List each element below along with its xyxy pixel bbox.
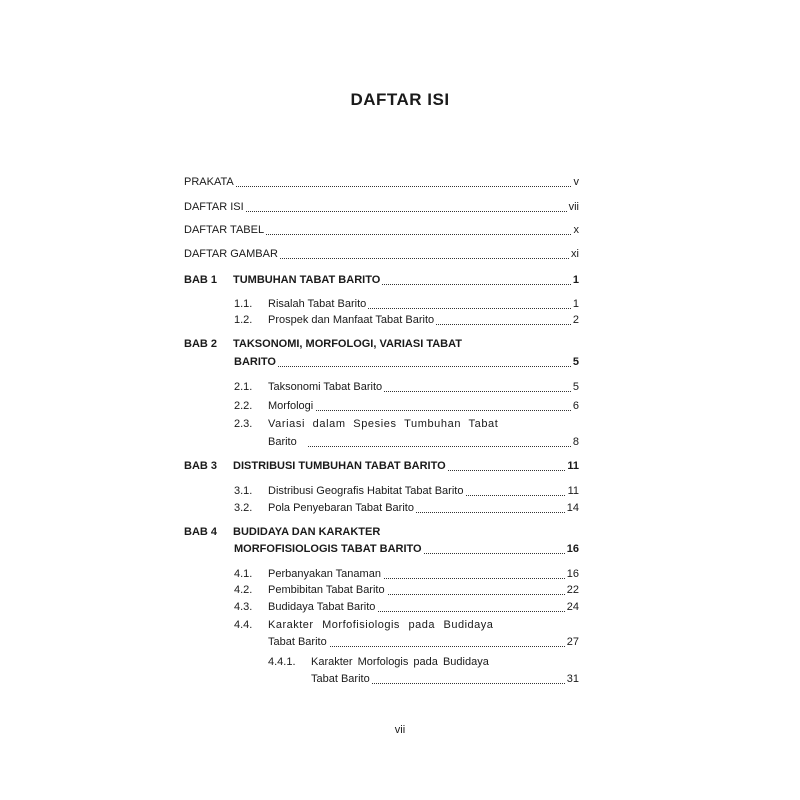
toc-chapter-bab-2-line1[interactable]: BAB 2 TAKSONOMI, MORFOLOGI, VARIASI TABAT <box>184 338 462 350</box>
toc-section-1-2[interactable]: 1.2. Prospek dan Manfaat Tabat Barito 2 <box>234 314 579 326</box>
toc-section-4-3[interactable]: 4.3. Budidaya Tabat Barito 24 <box>234 601 579 613</box>
toc-entry-daftar-gambar[interactable]: DAFTAR GAMBAR xi <box>184 248 579 260</box>
toc-chapter-bab-2-line2[interactable]: BARITO 5 <box>234 356 579 368</box>
toc-chapter-bab-1[interactable]: BAB 1 TUMBUHAN TABAT BARITO 1 <box>184 274 579 286</box>
toc-section-2-1[interactable]: 2.1. Taksonomi Tabat Barito 5 <box>234 381 579 393</box>
toc-entry-daftar-tabel[interactable]: DAFTAR TABEL x <box>184 224 579 236</box>
toc-section-4-4-line1[interactable]: 4.4. Karakter Morfofisiologis pada Budidaya <box>234 619 494 631</box>
toc-subsection-4-4-1-line1[interactable]: 4.4.1. Karakter Morfologis pada Budidaya <box>268 656 489 668</box>
page-title: DAFTAR ISI <box>350 90 450 109</box>
toc-chapter-bab-4-line1[interactable]: BAB 4 BUDIDAYA DAN KARAKTER <box>184 526 381 538</box>
toc-section-1-1[interactable]: 1.1. Risalah Tabat Barito 1 <box>234 298 579 310</box>
toc-chapter-bab-3[interactable]: BAB 3 DISTRIBUSI TUMBUHAN TABAT BARITO 11 <box>184 460 579 472</box>
toc-section-2-3-line2[interactable]: Barito 8 <box>268 436 579 448</box>
toc-section-4-1[interactable]: 4.1. Perbanyakan Tanaman 16 <box>234 568 579 580</box>
toc-section-2-3-line1[interactable]: 2.3. Variasi dalam Spesies Tumbuhan Tabat <box>234 418 499 430</box>
toc-section-3-2[interactable]: 3.2. Pola Penyebaran Tabat Barito 14 <box>234 502 579 514</box>
page-number: vii <box>394 724 406 736</box>
toc-subsection-4-4-1-line2[interactable]: Tabat Barito 31 <box>311 673 579 685</box>
toc-entry-daftar-isi[interactable]: DAFTAR ISI vii <box>184 201 579 213</box>
toc-entry-prakata[interactable]: PRAKATA v <box>184 176 579 188</box>
toc-section-4-4-line2[interactable]: Tabat Barito 27 <box>268 636 579 648</box>
toc-section-4-2[interactable]: 4.2. Pembibitan Tabat Barito 22 <box>234 584 579 596</box>
toc-section-2-2[interactable]: 2.2. Morfologi 6 <box>234 400 579 412</box>
toc-chapter-bab-4-line2[interactable]: MORFOFISIOLOGIS TABAT BARITO 16 <box>234 543 579 555</box>
toc-section-3-1[interactable]: 3.1. Distribusi Geografis Habitat Tabat Barito 11 <box>234 485 579 497</box>
